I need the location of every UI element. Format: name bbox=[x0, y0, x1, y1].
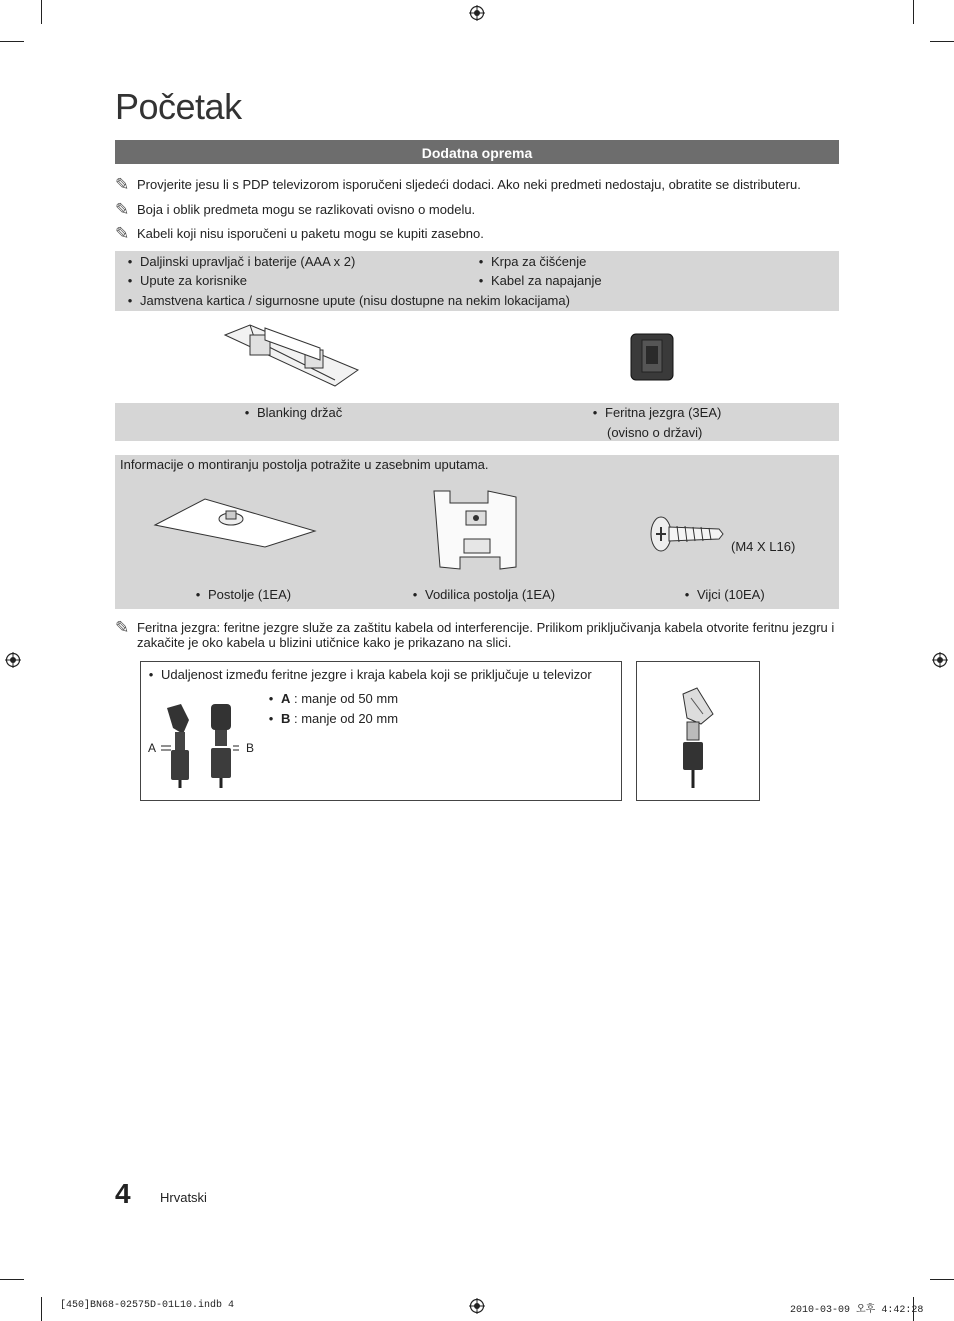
distance-b-text: : manje od 20 mm bbox=[290, 711, 399, 726]
pencil-note-icon: ✎ bbox=[115, 175, 130, 194]
page-title: Početak bbox=[115, 86, 242, 127]
crop-mark bbox=[0, 1279, 24, 1280]
stand-guide-image bbox=[430, 487, 522, 573]
registration-mark-icon bbox=[5, 652, 21, 668]
label-a: A bbox=[148, 741, 157, 755]
stand-section: Informacije o montiranju postolja potražite u zasebnim uputama. (M4 X L16) • Postolje (1EA) • Vodilica postolja (1EA) • Vijci (10EA) bbox=[115, 455, 839, 609]
list-item: Upute za korisnike bbox=[140, 273, 247, 288]
note-text: Kabeli koji nisu isporučeni u paketu mogu se kupiti zasebno. bbox=[137, 226, 484, 241]
note-item bbox=[115, 202, 839, 217]
ferrite-label: Feritna jezgra (3EA) bbox=[605, 405, 722, 420]
list-item: Jamstvena kartica / sigurnosne upute (nisu dostupne na nekim lokacijama) bbox=[140, 293, 570, 308]
screw-label: Vijci (10EA) bbox=[697, 587, 765, 602]
blanking-label: Blanking držač bbox=[257, 405, 343, 420]
label-b: B bbox=[246, 741, 255, 755]
note-text: Boja i oblik predmeta mogu se razlikovati ovisno o modelu. bbox=[137, 202, 476, 217]
distance-box: • Udaljenost između feritne jezgre i kraja kabela koji se priključuje u televizor • A : manje od 50 mm • B : manje od 20 mm A B bbox=[140, 661, 622, 801]
ferrite-core-image bbox=[628, 332, 676, 382]
print-footer-right: 2010-03-09 오후 4:42:28 bbox=[790, 1305, 924, 1316]
blanking-bracket-image bbox=[220, 320, 360, 390]
screw-image bbox=[649, 515, 725, 555]
note-text: Provjerite jesu li s PDP televizorom isporučeni sljedeći dodaci. Ako neki predmeti nedostaju, obratite se distributeru. bbox=[137, 177, 801, 192]
crop-mark bbox=[913, 0, 914, 24]
print-footer-left: [450]BN68-02575D-01L10.indb 4 bbox=[60, 1300, 235, 1311]
list-item: Krpa za čišćenje bbox=[491, 254, 587, 269]
list-item: Daljinski upravljač i baterije (AAA x 2) bbox=[140, 254, 356, 269]
distance-a-text: : manje od 50 mm bbox=[290, 691, 399, 706]
list-item: Kabel za napajanje bbox=[491, 273, 602, 288]
items-row: • Blanking držač • Feritna jezgra (3EA) (ovisno o državi) bbox=[115, 403, 839, 441]
crop-mark bbox=[930, 1279, 954, 1280]
distance-a-key: A bbox=[281, 691, 291, 706]
ferrite-sub-label: (ovisno o državi) bbox=[607, 425, 703, 440]
screw-spec: (M4 X L16) bbox=[731, 539, 796, 554]
crop-mark bbox=[41, 0, 42, 24]
note-item bbox=[115, 226, 839, 241]
pencil-note-icon: ✎ bbox=[115, 200, 130, 219]
note-text: Feritna jezgra: feritne jezgre služe za zaštitu kabela od interferencije. Prilikom priključivanja kabela otvorite feritnu jezgru i zakačite je oko kabela u blizini utičnice kako je prikazano na slici. bbox=[137, 620, 835, 650]
crop-mark bbox=[0, 41, 24, 42]
scart-cable-image bbox=[673, 684, 721, 790]
distance-b-key: B bbox=[281, 711, 291, 726]
stand-info-text: Informacije o montiranju postolja potražite u zasebnim uputama. bbox=[120, 457, 489, 472]
registration-mark-icon bbox=[469, 1298, 485, 1314]
pencil-note-icon: ✎ bbox=[115, 224, 130, 243]
crop-mark bbox=[930, 41, 954, 42]
guide-label: Vodilica postolja (1EA) bbox=[425, 587, 556, 602]
distance-heading: Udaljenost između feritne jezgre i kraja kabela koji se priključuje u televizor bbox=[161, 667, 592, 682]
stand-label: Postolje (1EA) bbox=[208, 587, 292, 602]
pencil-note-icon: ✎ bbox=[115, 618, 130, 637]
scart-image-box bbox=[636, 661, 760, 801]
cable-ferrite-image bbox=[159, 698, 239, 788]
accessory-list: • Daljinski upravljač i baterije (AAA x 2) • Upute za korisnike • Jamstvena kartica / sigurnosne upute (nisu dostupne na nekim lokacijama) • Krpa za čišćenje • Kabel za napajanje bbox=[115, 251, 839, 311]
registration-mark-icon bbox=[932, 652, 948, 668]
section-header: Dodatna oprema bbox=[115, 140, 839, 164]
crop-mark bbox=[41, 1297, 42, 1321]
page-number: 4 bbox=[115, 1178, 131, 1209]
language-label: Hrvatski bbox=[160, 1190, 207, 1205]
ferrite-note bbox=[115, 620, 839, 650]
note-item bbox=[115, 177, 839, 192]
registration-mark-icon bbox=[469, 5, 485, 21]
stand-base-image bbox=[153, 493, 317, 549]
